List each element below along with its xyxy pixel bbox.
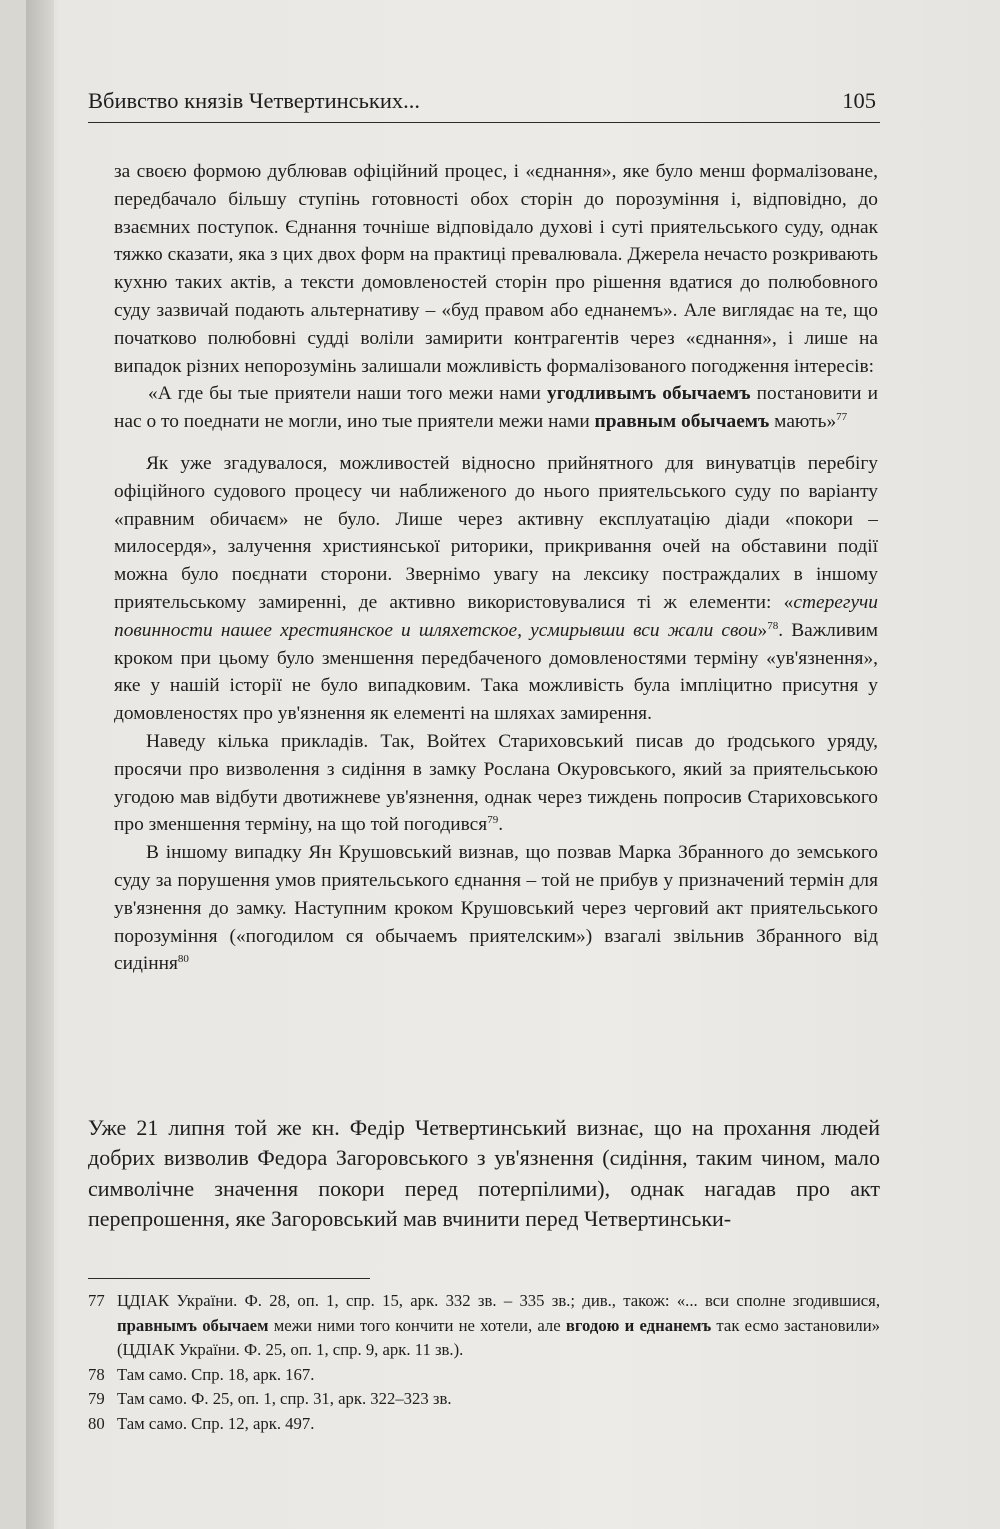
footnote-80 xyxy=(88,1412,880,1437)
footnote-number: 80 xyxy=(88,1413,105,1433)
book-spine-shadow xyxy=(26,0,54,1529)
quote-text: постановити и нас о то поеднати не могли, ино тые приятели межи нами xyxy=(114,383,878,433)
paragraph-2-text: » xyxy=(757,619,768,641)
footnote-text: ЦДІАК України. Ф. 28, оп. 1, спр. 15, арк. 332 зв. – 335 зв.; див., також: «... вси сполне згодившися, xyxy=(117,1291,880,1310)
paragraph-3 xyxy=(114,728,878,839)
footnote-text: межи ними того кончити не хотели, але xyxy=(268,1315,566,1335)
footnote-number: 77 xyxy=(88,1291,105,1310)
paragraph-3-text: . xyxy=(498,814,504,836)
paragraph-5-large: Уже 21 липня той же кн. Федір Четвертинський визнає, що на прохання людей добрих визволив Федора Загоровського з ув'язнення (сидіння, таким чином, мало символічне значення покори перед потерпілими), однак нагадав про акт перепрошення, яке Загоровський мав вчинити перед Четвертинськи- xyxy=(88,1115,880,1232)
footnote-ref-78[interactable]: 78 xyxy=(767,619,779,632)
footnote-text: Там само. Спр. 12, арк. 497. xyxy=(117,1413,315,1433)
quotation xyxy=(114,380,878,436)
main-text xyxy=(114,158,878,978)
paragraph-2-italic: стерегучи повинности нашее хрестиянское и шляхетское, усмирывши вси жали свои xyxy=(114,591,878,641)
quote-text: мають» xyxy=(769,411,837,433)
paragraph-2-text: Як уже згадувалося, можливостей відносно прийнятного для винуватців перебігу офіційного судового процесу чи наближеного до нього приятельського суду по варіанту «правним обичаєм» не було. Лише через активну експлуатацію діади «покори – милосердя», залучення християнської риторики, прикривання очей на обставини події можна було поєднати сторони. Звернімо увагу на лексику постраждалих в іншому приятельському замиренні, де активно використовувалися ті ж елементи: « xyxy=(114,452,878,613)
footnote-text: Там само. Спр. 18, арк. 167. xyxy=(117,1364,315,1384)
footnote-separator xyxy=(88,1278,370,1279)
footnote-77 xyxy=(88,1289,880,1363)
paragraph-2 xyxy=(114,450,878,728)
footnote-79 xyxy=(88,1387,880,1412)
paragraph-2-text: . Важливим кроком при цьому було зменшення передбаченого домовленостями терміну «ув'язнення», яке у нашій історії не було випадковим. Така можливість була імпліцитно присутня у домовленостях про ув'язнення як елементі на шляхах замирення. xyxy=(114,619,878,725)
footnote-78 xyxy=(88,1363,880,1388)
quote-bold-2: правным обычаемъ xyxy=(594,411,770,433)
quote-bold-1: угодливымъ обычаемъ xyxy=(547,383,751,405)
footnote-ref-77[interactable]: 77 xyxy=(836,411,848,424)
quote-text: «А где бы тые приятели наши того межи нами xyxy=(148,383,548,405)
footnote-bold: правнымъ обычаем xyxy=(117,1315,269,1335)
footnote-text: Там само. Ф. 25, оп. 1, спр. 31, арк. 322–323 зв. xyxy=(117,1389,452,1408)
footnote-number: 79 xyxy=(88,1389,105,1408)
footnotes xyxy=(88,1289,880,1436)
paragraph-4 xyxy=(114,839,878,978)
paragraph-1: за своєю формою дублював офіційний процес, і «єднання», яке було менш формалізоване, передбачало більшу ступінь готовності обох сторін до порозуміння і, відповідно, до взаємних поступок. Єднання точніше відповідало духові і суті приятельського суду, однак тяжко сказати, яка з цих двох форм на практиці превалювала. Джерела нечасто розкривають кухню таких актів, а тексти домовленостей сторін про рішення вдатися до полюбовного суду зазвичай подають альтернативу – «буд правом або еднанемъ». Але виглядає на те, що початково полюбовні судді воліли замирити контрагентів через «єднання», і лише на випадок різних непорозумінь залишали можливість формалізованого погодження інтересів: xyxy=(114,161,878,377)
footnote-ref-80[interactable]: 80 xyxy=(177,953,189,966)
running-header xyxy=(88,86,880,123)
paragraph-4-text: В іншому випадку Ян Крушовський визнав, що позвав Марка Збранного до земського суду за порушення умов приятельського єднання – той не прибув у призначений термін для ув'язнення до замку. Наступним кроком Крушовський через черговий акт приятельського порозуміння («погодилом ся обычаемъ приятелским») взагалі звільнив Збранного від сидіння xyxy=(114,842,878,975)
footnote-text: так есмо застановили» (ЦДІАК України. Ф. 25, оп. 1, спр. 9, арк. 11 зв.). xyxy=(117,1315,880,1359)
footnote-ref-79[interactable]: 79 xyxy=(487,814,499,827)
footnote-number: 78 xyxy=(88,1364,105,1384)
footnote-bold: вгодою и еднанемъ xyxy=(565,1315,712,1335)
running-title: Вбивство князів Четвертинських... xyxy=(88,88,420,113)
page-number: 105 xyxy=(842,88,876,113)
paragraph-3-text: Наведу кілька прикладів. Так, Войтех Стариховський писав до ґродського уряду, просячи про визволення з сидіння в замку Рослана Окуровського, який за приятельською угодою мав відбути двотижневе ув'язнення, однак через тиждень попросив Стариховського про зменшення терміну, на що той погодився xyxy=(114,730,878,836)
